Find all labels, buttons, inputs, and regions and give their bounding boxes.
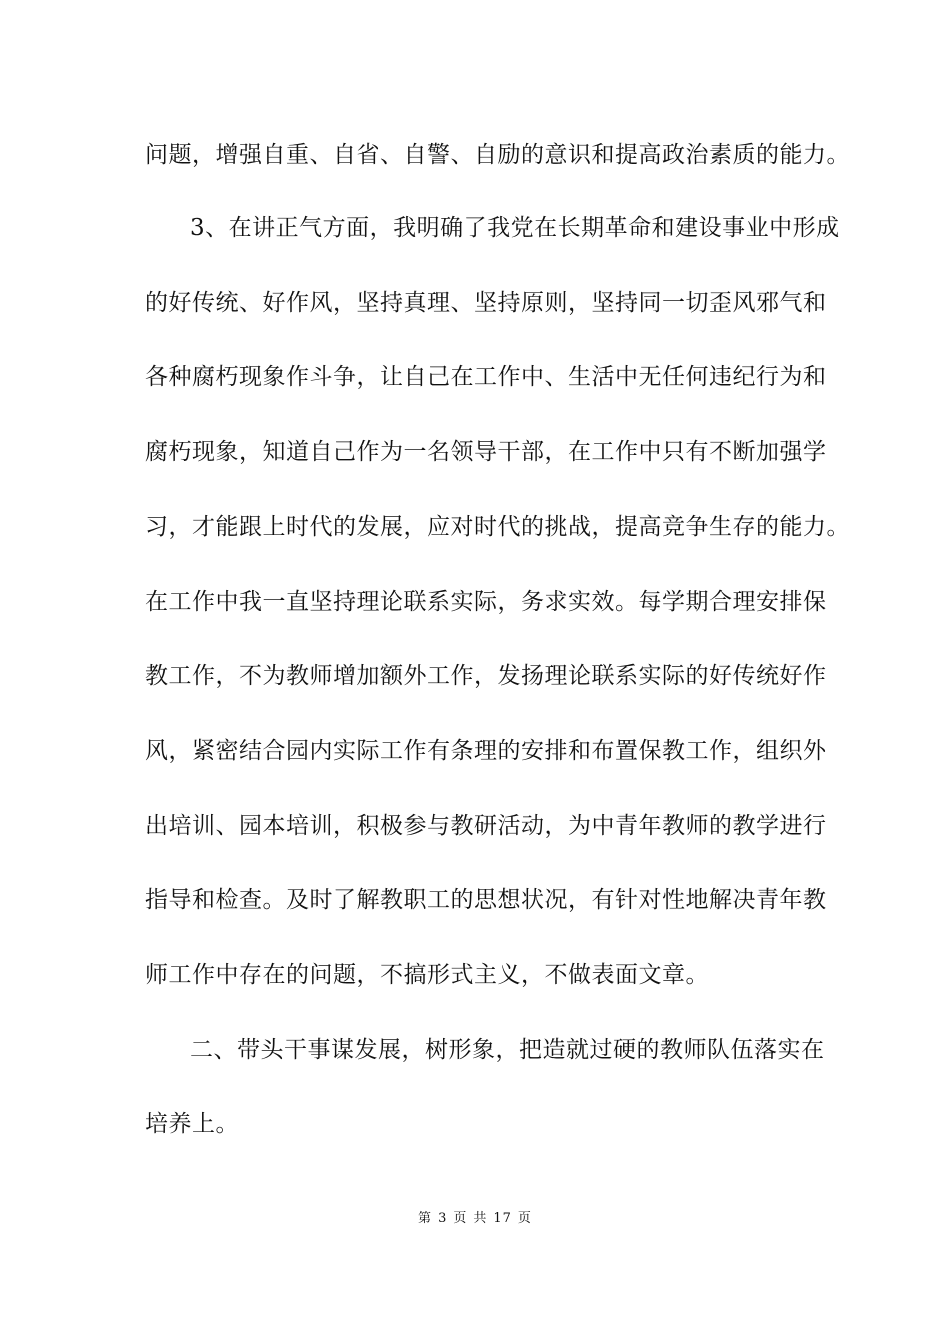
text-line: 风，紧密结合园内实际工作有条理的安排和布置保教工作，组织外: [145, 738, 827, 764]
text-line: 腐朽现象，知道自己作为一名领导干部，在工作中只有不断加强学: [145, 439, 827, 465]
footer-total-pages: 17: [493, 1211, 512, 1226]
section-heading-line: 二、带头干事谋发展，树形象，把造就过硬的教师队伍落实在: [190, 1037, 825, 1063]
page-footer: [0, 1210, 950, 1228]
text-line: 的好传统、好作风，坚持真理、坚持原则，坚持同一切歪风邪气和: [145, 290, 827, 316]
footer-suffix: 页: [517, 1211, 532, 1226]
text-line: 习，才能跟上时代的发展，应对时代的挑战，提高竞争生存的能力。: [145, 514, 850, 540]
footer-page-word: 页: [453, 1211, 468, 1226]
text-line: 教工作，不为教师增加额外工作，发扬理论联系实际的好传统好作: [145, 663, 827, 689]
text-line: 师工作中存在的问题，不搞形式主义，不做表面文章。: [145, 962, 709, 988]
footer-current-page: 3: [438, 1211, 448, 1226]
text-line: 指导和检查。及时了解教职工的思想状况，有针对性地解决青年教: [145, 887, 827, 913]
footer-total-prefix: 共: [473, 1211, 488, 1226]
text-line: 在工作中我一直坚持理论联系实际，务求实效。每学期合理安排保: [145, 589, 827, 615]
text-line: 问题，增强自重、自省、自警、自励的意识和提高政治素质的能力。: [145, 142, 850, 168]
text-line: 出培训、园本培训，积极参与教研活动，为中青年教师的教学进行: [145, 813, 827, 839]
footer-prefix: 第: [418, 1211, 433, 1226]
text-line: 各种腐朽现象作斗争，让自己在工作中、生活中无任何违纪行为和: [145, 364, 827, 390]
paragraph-start-line: 3、在讲正气方面，我明确了我党在长期革命和建设事业中形成: [190, 215, 840, 241]
section-heading-line: 培养上。: [145, 1111, 239, 1137]
